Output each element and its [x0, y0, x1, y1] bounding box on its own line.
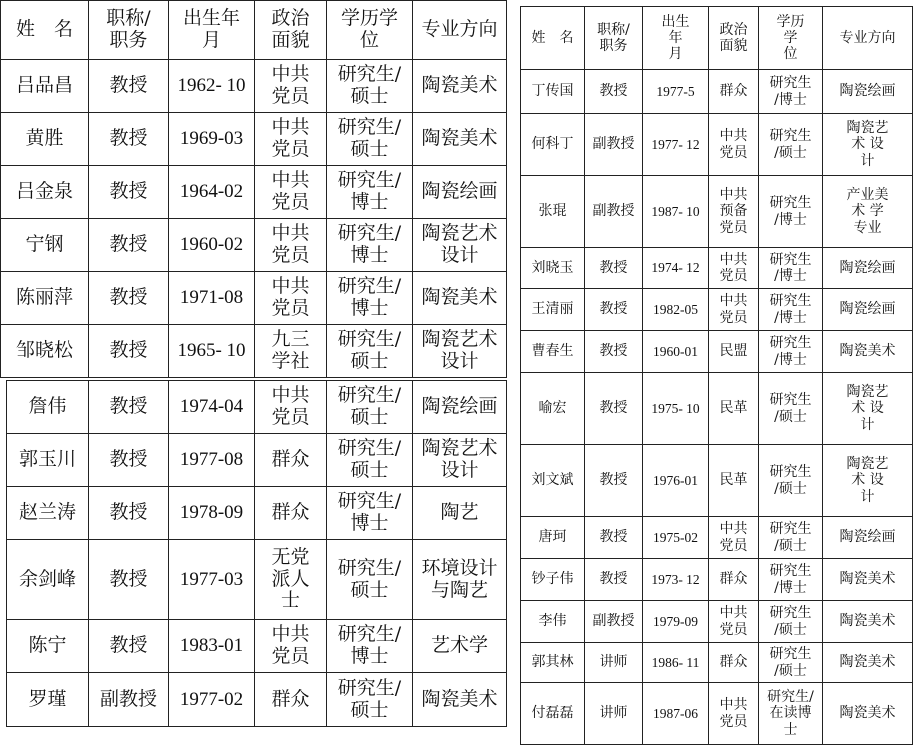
degree-cell: 研究生 /博士: [759, 331, 823, 373]
birth-cell: 1975- 10: [643, 373, 709, 445]
birth-cell: 1965- 10: [169, 325, 255, 378]
degree-cell: 研究生 /硕士: [759, 643, 823, 683]
political-cell: 群众: [709, 70, 759, 114]
table-row: [1, 60, 507, 113]
header-cell: 姓 名: [521, 7, 585, 70]
title-cell: 教授: [585, 517, 643, 559]
degree-cell: 研究生/ 硕士: [327, 673, 413, 727]
major-cell: 产业美 术 学 专业: [823, 176, 913, 248]
political-cell: 中共 党员: [255, 620, 327, 673]
name-cell: 罗瑾: [7, 673, 89, 727]
name-cell: 郭其林: [521, 643, 585, 683]
degree-cell: 研究生 /博士: [759, 248, 823, 289]
name-cell: 丁传国: [521, 70, 585, 114]
degree-cell: 研究生/ 硕士: [327, 540, 413, 620]
political-cell: 中共 党员: [255, 272, 327, 325]
table-row: [7, 434, 507, 487]
political-cell: 群众: [709, 643, 759, 683]
birth-cell: 1977-08: [169, 434, 255, 487]
birth-cell: 1960-01: [643, 331, 709, 373]
name-cell: 宁钢: [1, 219, 89, 272]
major-cell: 环境设计 与陶艺: [413, 540, 507, 620]
political-cell: 中共 党员: [255, 381, 327, 434]
major-cell: 陶瓷美术: [823, 559, 913, 601]
table-row: [521, 445, 913, 517]
title-cell: 教授: [585, 248, 643, 289]
name-cell: 喻宏: [521, 373, 585, 445]
degree-cell: 研究生/ 博士: [327, 620, 413, 673]
degree-cell: 研究生 /博士: [759, 70, 823, 114]
major-cell: 陶瓷美术: [413, 60, 507, 113]
table-row: [521, 331, 913, 373]
major-cell: 陶瓷绘画: [823, 248, 913, 289]
degree-cell: 研究生 /硕士: [759, 601, 823, 643]
major-cell: 陶瓷美术: [823, 331, 913, 373]
political-cell: 群众: [255, 673, 327, 727]
degree-cell: 研究生/ 博士: [327, 166, 413, 219]
table-row: [521, 643, 913, 683]
header-cell: 学历 学 位: [759, 7, 823, 70]
birth-cell: 1977-5: [643, 70, 709, 114]
degree-cell: 研究生/ 硕士: [327, 434, 413, 487]
header-cell: 专业方向: [823, 7, 913, 70]
major-cell: 陶瓷艺 术 设 计: [823, 445, 913, 517]
header-cell: 政治 面貌: [255, 1, 327, 60]
political-cell: 民革: [709, 445, 759, 517]
major-cell: 陶瓷绘画: [413, 381, 507, 434]
degree-cell: 研究生/ 硕士: [327, 60, 413, 113]
political-cell: 中共 党员: [255, 113, 327, 166]
title-cell: 教授: [89, 219, 169, 272]
political-cell: 无党 派人 士: [255, 540, 327, 620]
title-cell: 教授: [89, 487, 169, 540]
degree-cell: 研究生/ 硕士: [327, 325, 413, 378]
political-cell: 群众: [255, 487, 327, 540]
name-cell: 邹晓松: [1, 325, 89, 378]
table-row: [521, 373, 913, 445]
title-cell: 教授: [585, 289, 643, 331]
political-cell: 中共 党员: [709, 601, 759, 643]
birth-cell: 1962- 10: [169, 60, 255, 113]
birth-cell: 1987-06: [643, 683, 709, 745]
major-cell: 陶瓷绘画: [413, 166, 507, 219]
name-cell: 黄胜: [1, 113, 89, 166]
title-cell: 教授: [585, 70, 643, 114]
degree-cell: 研究生/ 硕士: [327, 113, 413, 166]
table-row: [1, 113, 507, 166]
major-cell: 陶艺: [413, 487, 507, 540]
political-cell: 中共 党员: [709, 114, 759, 176]
political-cell: 群众: [709, 559, 759, 601]
birth-cell: 1979-09: [643, 601, 709, 643]
birth-cell: 1978-09: [169, 487, 255, 540]
name-cell: 詹伟: [7, 381, 89, 434]
degree-cell: 研究生 /硕士: [759, 373, 823, 445]
political-cell: 中共 预备 党员: [709, 176, 759, 248]
major-cell: 陶瓷美术: [413, 272, 507, 325]
political-cell: 中共 党员: [709, 248, 759, 289]
degree-cell: 研究生 /硕士: [759, 517, 823, 559]
major-cell: 陶瓷绘画: [823, 289, 913, 331]
header-cell: 姓 名: [1, 1, 89, 60]
political-cell: 中共 党员: [255, 219, 327, 272]
title-cell: 教授: [89, 272, 169, 325]
header-cell: 专业方向: [413, 1, 507, 60]
birth-cell: 1976-01: [643, 445, 709, 517]
degree-cell: 研究生/ 博士: [327, 272, 413, 325]
title-cell: 教授: [585, 373, 643, 445]
title-cell: 教授: [89, 113, 169, 166]
table-row: [521, 517, 913, 559]
table-row: [7, 620, 507, 673]
name-cell: 吕品昌: [1, 60, 89, 113]
major-cell: 陶瓷绘画: [823, 70, 913, 114]
title-cell: 教授: [585, 331, 643, 373]
name-cell: 吕金泉: [1, 166, 89, 219]
table-row: [7, 487, 507, 540]
birth-cell: 1973- 12: [643, 559, 709, 601]
name-cell: 何科丁: [521, 114, 585, 176]
title-cell: 教授: [585, 445, 643, 517]
header-cell: 学历学 位: [327, 1, 413, 60]
birth-cell: 1983-01: [169, 620, 255, 673]
title-cell: 副教授: [585, 601, 643, 643]
name-cell: 付磊磊: [521, 683, 585, 745]
birth-cell: 1964-02: [169, 166, 255, 219]
header-row: [521, 7, 913, 70]
header-cell: 政治 面貌: [709, 7, 759, 70]
degree-cell: 研究生/ 在读博 士: [759, 683, 823, 745]
title-cell: 讲师: [585, 683, 643, 745]
degree-cell: 研究生/ 硕士: [327, 381, 413, 434]
name-cell: 曹春生: [521, 331, 585, 373]
major-cell: 陶瓷绘画: [823, 517, 913, 559]
birth-cell: 1977-02: [169, 673, 255, 727]
header-row: [1, 1, 507, 60]
birth-cell: 1982-05: [643, 289, 709, 331]
header-cell: 出生年 月: [169, 1, 255, 60]
title-cell: 副教授: [585, 114, 643, 176]
degree-cell: 研究生 /博士: [759, 559, 823, 601]
title-cell: 讲师: [585, 643, 643, 683]
political-cell: 民盟: [709, 331, 759, 373]
table-row: [521, 114, 913, 176]
political-cell: 中共 党员: [709, 289, 759, 331]
degree-cell: 研究生/ 博士: [327, 487, 413, 540]
name-cell: 唐珂: [521, 517, 585, 559]
major-cell: 陶瓷美术: [823, 601, 913, 643]
title-cell: 副教授: [585, 176, 643, 248]
major-cell: 艺术学: [413, 620, 507, 673]
table-row: [7, 381, 507, 434]
name-cell: 张琨: [521, 176, 585, 248]
table-row: [1, 166, 507, 219]
degree-cell: 研究生 /硕士: [759, 445, 823, 517]
name-cell: 刘文斌: [521, 445, 585, 517]
header-cell: 职称/ 职务: [89, 1, 169, 60]
header-cell: 出生 年 月: [643, 7, 709, 70]
faculty-table-left-lower: [6, 380, 507, 727]
birth-cell: 1960-02: [169, 219, 255, 272]
table-row: [521, 559, 913, 601]
name-cell: 钞子伟: [521, 559, 585, 601]
table-row: [521, 601, 913, 643]
major-cell: 陶瓷美术: [823, 683, 913, 745]
faculty-table-left-upper: [0, 0, 507, 378]
name-cell: 余剑峰: [7, 540, 89, 620]
birth-cell: 1974-04: [169, 381, 255, 434]
title-cell: 教授: [89, 325, 169, 378]
political-cell: 九三 学社: [255, 325, 327, 378]
title-cell: 教授: [89, 540, 169, 620]
degree-cell: 研究生/ 博士: [327, 219, 413, 272]
major-cell: 陶瓷艺 术 设 计: [823, 373, 913, 445]
political-cell: 中共 党员: [709, 517, 759, 559]
birth-cell: 1975-02: [643, 517, 709, 559]
table-row: [521, 683, 913, 745]
table-row: [7, 540, 507, 620]
birth-cell: 1986- 11: [643, 643, 709, 683]
table-row: [521, 248, 913, 289]
name-cell: 刘晓玉: [521, 248, 585, 289]
name-cell: 陈丽萍: [1, 272, 89, 325]
title-cell: 教授: [89, 166, 169, 219]
table-row: [1, 219, 507, 272]
birth-cell: 1969-03: [169, 113, 255, 166]
major-cell: 陶瓷艺术 设计: [413, 434, 507, 487]
name-cell: 陈宁: [7, 620, 89, 673]
degree-cell: 研究生 /博士: [759, 289, 823, 331]
name-cell: 李伟: [521, 601, 585, 643]
name-cell: 郭玉川: [7, 434, 89, 487]
birth-cell: 1987- 10: [643, 176, 709, 248]
faculty-table-right: [520, 6, 913, 745]
title-cell: 教授: [89, 620, 169, 673]
birth-cell: 1971-08: [169, 272, 255, 325]
major-cell: 陶瓷艺 术 设 计: [823, 114, 913, 176]
major-cell: 陶瓷美术: [413, 673, 507, 727]
table-row: [7, 673, 507, 727]
title-cell: 教授: [89, 60, 169, 113]
name-cell: 赵兰涛: [7, 487, 89, 540]
table-row: [521, 176, 913, 248]
political-cell: 中共 党员: [255, 60, 327, 113]
birth-cell: 1977- 12: [643, 114, 709, 176]
major-cell: 陶瓷美术: [823, 643, 913, 683]
major-cell: 陶瓷艺术 设计: [413, 219, 507, 272]
title-cell: 教授: [585, 559, 643, 601]
political-cell: 中共 党员: [709, 683, 759, 745]
header-cell: 职称/ 职务: [585, 7, 643, 70]
political-cell: 中共 党员: [255, 166, 327, 219]
major-cell: 陶瓷艺术 设计: [413, 325, 507, 378]
table-row: [1, 325, 507, 378]
title-cell: 教授: [89, 434, 169, 487]
title-cell: 教授: [89, 381, 169, 434]
birth-cell: 1977-03: [169, 540, 255, 620]
political-cell: 群众: [255, 434, 327, 487]
political-cell: 民革: [709, 373, 759, 445]
table-row: [521, 70, 913, 114]
degree-cell: 研究生 /硕士: [759, 114, 823, 176]
name-cell: 王清丽: [521, 289, 585, 331]
major-cell: 陶瓷美术: [413, 113, 507, 166]
table-row: [1, 272, 507, 325]
birth-cell: 1974- 12: [643, 248, 709, 289]
title-cell: 副教授: [89, 673, 169, 727]
degree-cell: 研究生 /博士: [759, 176, 823, 248]
table-row: [521, 289, 913, 331]
